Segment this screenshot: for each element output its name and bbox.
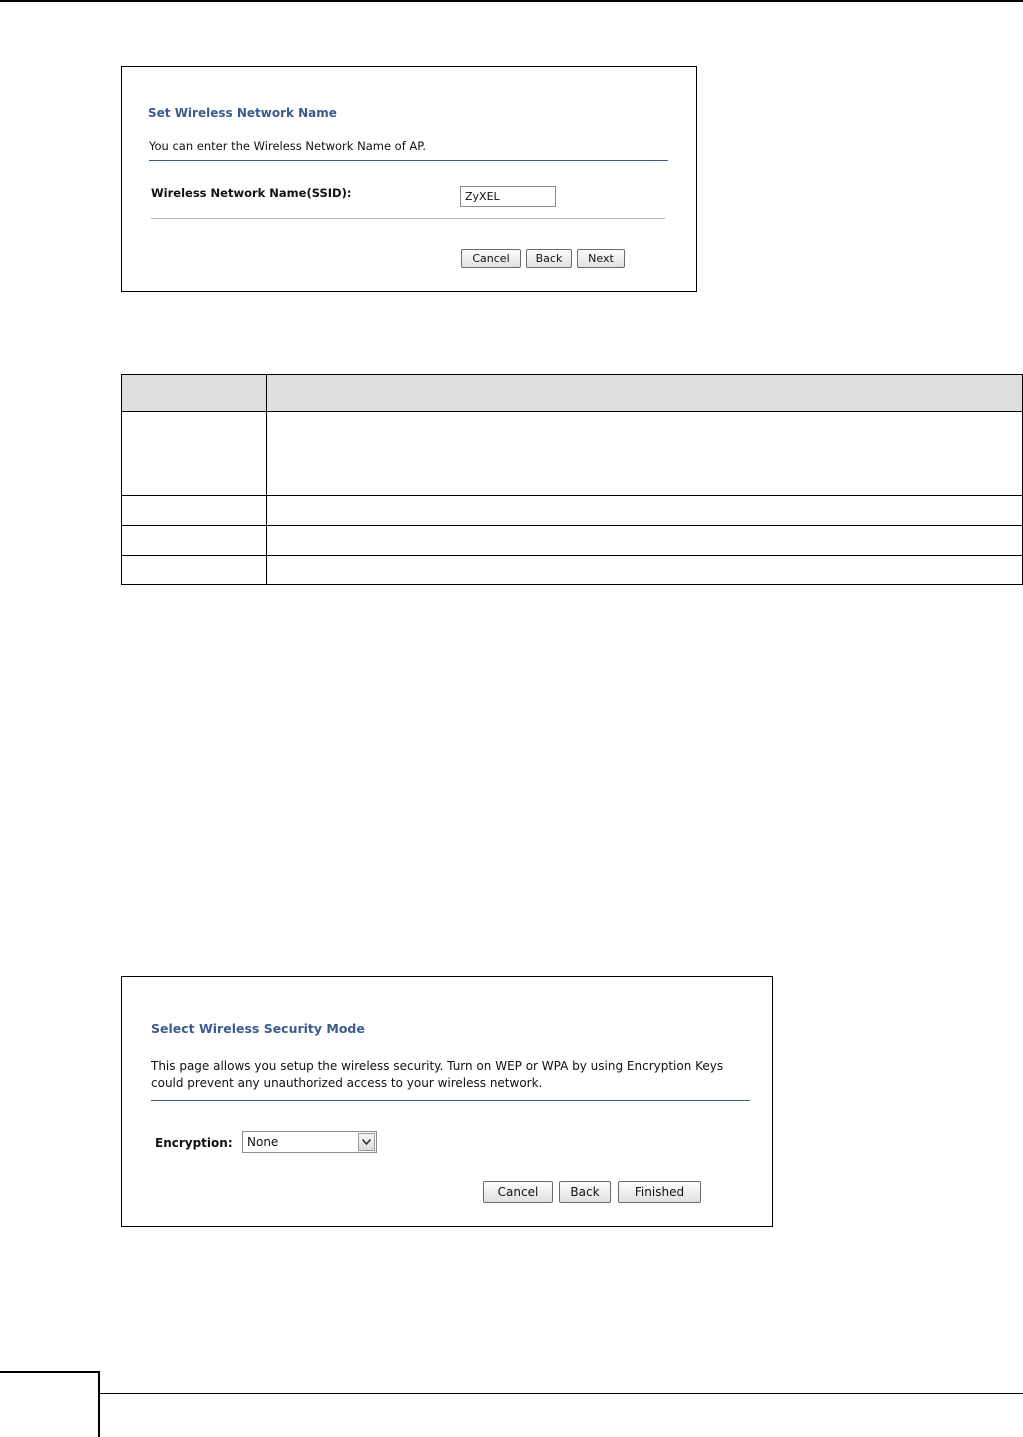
table-row <box>122 556 1023 585</box>
table-cell <box>122 412 267 496</box>
next-button[interactable]: Next <box>577 249 625 268</box>
table-cell <box>122 556 267 585</box>
panel-title: Set Wireless Network Name <box>148 106 337 120</box>
encryption-selected-value: None <box>247 1135 279 1149</box>
encryption-select[interactable] <box>242 1131 377 1153</box>
back-button[interactable]: Back <box>526 249 572 268</box>
panel-description-line-2: could prevent any unauthorized access to your wireless network. <box>151 1076 543 1090</box>
table-row <box>122 412 1023 496</box>
table-cell <box>267 556 1023 585</box>
title-divider <box>149 160 668 161</box>
encryption-label: Encryption: <box>155 1136 233 1150</box>
ssid-label: Wireless Network Name(SSID): <box>151 186 352 200</box>
cancel-button[interactable]: Cancel <box>461 249 521 268</box>
table-cell <box>267 496 1023 526</box>
table-header-cell <box>267 375 1023 412</box>
page-top-rule <box>0 0 1023 2</box>
ssid-input[interactable] <box>460 186 556 207</box>
wireless-network-name-panel <box>121 66 697 292</box>
footer-rule <box>99 1393 1023 1394</box>
back-button[interactable]: Back <box>559 1181 611 1203</box>
chevron-down-icon[interactable] <box>358 1133 375 1151</box>
table-header-row <box>122 375 1023 412</box>
panel-description-line-1: This page allows you setup the wireless security. Turn on WEP or WPA by using Encryption Keys <box>151 1059 724 1073</box>
field-description-table <box>121 374 1023 585</box>
finished-button[interactable]: Finished <box>618 1181 701 1203</box>
table-cell <box>122 496 267 526</box>
table-cell <box>122 526 267 556</box>
table-row <box>122 496 1023 526</box>
table-cell <box>267 412 1023 496</box>
table-header-cell <box>122 375 267 412</box>
field-divider <box>151 218 665 219</box>
table-cell <box>267 526 1023 556</box>
panel-description: You can enter the Wireless Network Name of AP. <box>149 139 427 153</box>
wireless-security-mode-panel <box>121 976 773 1227</box>
cancel-button[interactable]: Cancel <box>483 1181 553 1203</box>
panel-title: Select Wireless Security Mode <box>151 1021 365 1036</box>
title-divider <box>151 1100 750 1101</box>
page-number-box <box>0 1371 100 1437</box>
table-row <box>122 526 1023 556</box>
